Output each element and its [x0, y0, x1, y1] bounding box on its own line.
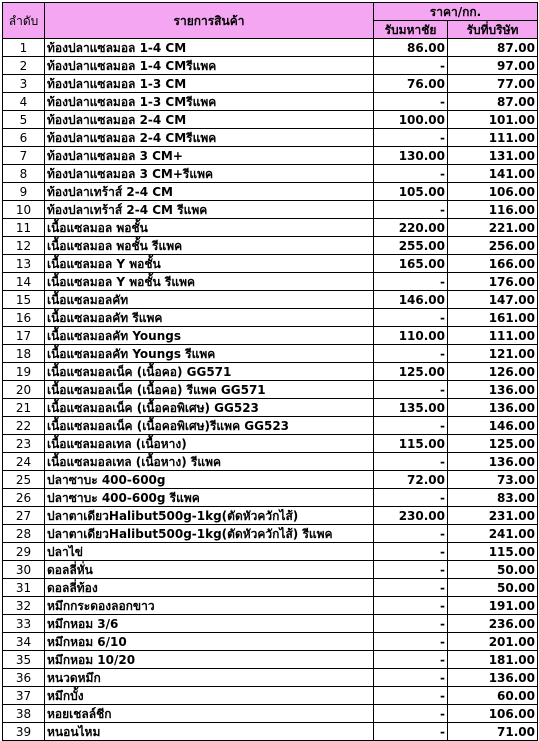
retail-price: -	[374, 687, 448, 705]
row-number: 33	[3, 615, 45, 633]
retail-price: 115.00	[374, 435, 448, 453]
company-price: 147.00	[448, 291, 538, 309]
product-name: ท้องปลาแซลมอล 3 CM+รีแพค	[45, 165, 374, 183]
company-price: 106.00	[448, 705, 538, 723]
retail-price: 110.00	[374, 327, 448, 345]
table-row	[3, 471, 538, 489]
row-number: 15	[3, 291, 45, 309]
product-name: เนื้อแซลมอลเน็ค (เนื้อคอพิเศษ)รีแพค GG523	[45, 417, 374, 435]
company-price: 111.00	[448, 129, 538, 147]
retail-price: -	[374, 597, 448, 615]
row-number: 27	[3, 507, 45, 525]
table-row	[3, 75, 538, 93]
company-price: 136.00	[448, 399, 538, 417]
product-name: ท้องปลาเทร้าส์ 2-4 CM	[45, 183, 374, 201]
table-row	[3, 453, 538, 471]
row-number: 28	[3, 525, 45, 543]
row-number: 21	[3, 399, 45, 417]
table-row	[3, 237, 538, 255]
company-price: 106.00	[448, 183, 538, 201]
company-price: 146.00	[448, 417, 538, 435]
retail-price: -	[374, 723, 448, 741]
table-row	[3, 669, 538, 687]
company-price: 83.00	[448, 489, 538, 507]
retail-price: -	[374, 453, 448, 471]
company-price: 60.00	[448, 687, 538, 705]
company-price: 97.00	[448, 57, 538, 75]
row-number: 38	[3, 705, 45, 723]
retail-price: 105.00	[374, 183, 448, 201]
retail-price: -	[374, 525, 448, 543]
row-number: 23	[3, 435, 45, 453]
product-name: เนื้อแซลมอลเน็ค (เนื้อคอ) รีแพค GG571	[45, 381, 374, 399]
company-price: 116.00	[448, 201, 538, 219]
retail-price: 146.00	[374, 291, 448, 309]
product-name: หมึกหอม 6/10	[45, 633, 374, 651]
retail-price: -	[374, 201, 448, 219]
row-number: 22	[3, 417, 45, 435]
table-row	[3, 309, 538, 327]
row-number: 8	[3, 165, 45, 183]
product-name: หนอนไหม	[45, 723, 374, 741]
row-number: 20	[3, 381, 45, 399]
retail-price: -	[374, 543, 448, 561]
row-number: 9	[3, 183, 45, 201]
row-number: 3	[3, 75, 45, 93]
company-price: 50.00	[448, 561, 538, 579]
retail-price: -	[374, 651, 448, 669]
table-row	[3, 327, 538, 345]
row-number: 7	[3, 147, 45, 165]
product-name: เนื้อแซลมอล Y พอชั้น	[45, 255, 374, 273]
table-row	[3, 129, 538, 147]
company-price: 126.00	[448, 363, 538, 381]
retail-price: -	[374, 129, 448, 147]
table-row	[3, 363, 538, 381]
retail-price: 100.00	[374, 111, 448, 129]
product-name: หมึกหอม 10/20	[45, 651, 374, 669]
row-number: 30	[3, 561, 45, 579]
product-name: ท้องปลาแซลมอล 2-4 CMรีแพค	[45, 129, 374, 147]
company-price: 191.00	[448, 597, 538, 615]
header-name: รายการสินค้า	[45, 3, 374, 39]
table-row	[3, 489, 538, 507]
product-name: ปลาไข่	[45, 543, 374, 561]
table-row	[3, 525, 538, 543]
company-price: 161.00	[448, 309, 538, 327]
product-name: ท้องปลาแซลมอล 1-3 CMรีแพค	[45, 93, 374, 111]
product-name: ดอลลี่ท้อง	[45, 579, 374, 597]
product-name: ท้องปลาแซลมอล 1-4 CM	[45, 39, 374, 57]
row-number: 29	[3, 543, 45, 561]
table-row	[3, 705, 538, 723]
row-number: 14	[3, 273, 45, 291]
product-name: ท้องปลาแซลมอล 1-4 CMรีแพค	[45, 57, 374, 75]
company-price: 201.00	[448, 633, 538, 651]
table-row	[3, 687, 538, 705]
table-row	[3, 561, 538, 579]
row-number: 2	[3, 57, 45, 75]
table-row	[3, 147, 538, 165]
price-table	[2, 2, 538, 741]
retail-price: -	[374, 309, 448, 327]
row-number: 17	[3, 327, 45, 345]
retail-price: 125.00	[374, 363, 448, 381]
table-body	[3, 39, 538, 741]
company-price: 136.00	[448, 381, 538, 399]
company-price: 111.00	[448, 327, 538, 345]
table-row	[3, 345, 538, 363]
product-name: เนื้อแซลมอลคัท Youngs รีแพค	[45, 345, 374, 363]
row-number: 5	[3, 111, 45, 129]
row-number: 31	[3, 579, 45, 597]
company-price: 176.00	[448, 273, 538, 291]
product-name: ปลาซาบะ 400-600g	[45, 471, 374, 489]
header-no: ลำดับ	[3, 3, 45, 39]
company-price: 131.00	[448, 147, 538, 165]
row-number: 10	[3, 201, 45, 219]
table-row	[3, 57, 538, 75]
company-price: 87.00	[448, 39, 538, 57]
retail-price: 255.00	[374, 237, 448, 255]
row-number: 32	[3, 597, 45, 615]
header-retail: รับมหาชัย	[374, 21, 448, 39]
product-name: เนื้อแซลมอล Y พอชั้น รีแพค	[45, 273, 374, 291]
table-row	[3, 273, 538, 291]
retail-price: -	[374, 561, 448, 579]
table-row	[3, 93, 538, 111]
row-number: 12	[3, 237, 45, 255]
header-row-1	[3, 3, 538, 21]
product-name: ท้องปลาแซลมอล 3 CM+	[45, 147, 374, 165]
product-name: ท้องปลาแซลมอล 2-4 CM	[45, 111, 374, 129]
retail-price: -	[374, 417, 448, 435]
retail-price: -	[374, 273, 448, 291]
table-row	[3, 597, 538, 615]
table-row	[3, 201, 538, 219]
company-price: 136.00	[448, 453, 538, 471]
retail-price: -	[374, 57, 448, 75]
retail-price: -	[374, 381, 448, 399]
table-row	[3, 111, 538, 129]
row-number: 18	[3, 345, 45, 363]
row-number: 16	[3, 309, 45, 327]
row-number: 13	[3, 255, 45, 273]
row-number: 36	[3, 669, 45, 687]
company-price: 73.00	[448, 471, 538, 489]
table-row	[3, 507, 538, 525]
company-price: 125.00	[448, 435, 538, 453]
row-number: 24	[3, 453, 45, 471]
product-name: เนื้อแซลมอลคัท Youngs	[45, 327, 374, 345]
table-row	[3, 435, 538, 453]
row-number: 1	[3, 39, 45, 57]
company-price: 221.00	[448, 219, 538, 237]
row-number: 26	[3, 489, 45, 507]
row-number: 19	[3, 363, 45, 381]
product-name: หมึกกระดองลอกขาว	[45, 597, 374, 615]
table-row	[3, 543, 538, 561]
product-name: เนื้อแซลมอลเทล (เนื้อหาง)	[45, 435, 374, 453]
table-row	[3, 579, 538, 597]
table-row	[3, 165, 538, 183]
table-row	[3, 219, 538, 237]
row-number: 6	[3, 129, 45, 147]
product-name: เนื้อแซลมอล พอชั้น รีแพค	[45, 237, 374, 255]
product-name: ท้องปลาเทร้าส์ 2-4 CM รีแพค	[45, 201, 374, 219]
product-name: เนื้อแซลมอลเน็ค (เนื้อคอ) GG571	[45, 363, 374, 381]
product-name: ปลาตาเดียวHalibut500g-1kg(ตัดหัวควักไส้) รีแพค	[45, 525, 374, 543]
product-name: เนื้อแซลมอลคัท	[45, 291, 374, 309]
retail-price: 76.00	[374, 75, 448, 93]
retail-price: 220.00	[374, 219, 448, 237]
product-name: หนวดหมึก	[45, 669, 374, 687]
product-name: ปลาซาบะ 400-600g รีแพค	[45, 489, 374, 507]
retail-price: 86.00	[374, 39, 448, 57]
product-name: เนื้อแซลมอลคัท รีแพค	[45, 309, 374, 327]
table-row	[3, 183, 538, 201]
retail-price: 230.00	[374, 507, 448, 525]
table-row	[3, 651, 538, 669]
company-price: 236.00	[448, 615, 538, 633]
company-price: 141.00	[448, 165, 538, 183]
header-company: รับที่บริษัท	[448, 21, 538, 39]
company-price: 87.00	[448, 93, 538, 111]
retail-price: -	[374, 705, 448, 723]
retail-price: -	[374, 489, 448, 507]
product-name: หมึกบั้ง	[45, 687, 374, 705]
table-row	[3, 723, 538, 741]
company-price: 121.00	[448, 345, 538, 363]
table-row	[3, 399, 538, 417]
company-price: 231.00	[448, 507, 538, 525]
row-number: 4	[3, 93, 45, 111]
table-row	[3, 39, 538, 57]
table-row	[3, 381, 538, 399]
product-name: ปลาตาเดียวHalibut500g-1kg(ตัดหัวควักไส้)	[45, 507, 374, 525]
row-number: 35	[3, 651, 45, 669]
company-price: 181.00	[448, 651, 538, 669]
company-price: 241.00	[448, 525, 538, 543]
table-row	[3, 255, 538, 273]
product-name: เนื้อแซลมอลเทล (เนื้อหาง) รีแพค	[45, 453, 374, 471]
company-price: 136.00	[448, 669, 538, 687]
company-price: 166.00	[448, 255, 538, 273]
row-number: 25	[3, 471, 45, 489]
table-row	[3, 633, 538, 651]
company-price: 115.00	[448, 543, 538, 561]
product-name: ท้องปลาแซลมอล 1-3 CM	[45, 75, 374, 93]
retail-price: -	[374, 345, 448, 363]
product-name: หมึกหอม 3/6	[45, 615, 374, 633]
header-price: ราคา/กก.	[374, 3, 538, 21]
retail-price: -	[374, 669, 448, 687]
product-name: เนื้อแซลมอลเน็ค (เนื้อคอพิเศษ) GG523	[45, 399, 374, 417]
company-price: 256.00	[448, 237, 538, 255]
row-number: 34	[3, 633, 45, 651]
table-row	[3, 615, 538, 633]
row-number: 37	[3, 687, 45, 705]
product-name: หอยเชลล์ชีก	[45, 705, 374, 723]
retail-price: -	[374, 93, 448, 111]
retail-price: -	[374, 579, 448, 597]
product-name: ดอลลี่หั่น	[45, 561, 374, 579]
retail-price: 130.00	[374, 147, 448, 165]
retail-price: 72.00	[374, 471, 448, 489]
company-price: 101.00	[448, 111, 538, 129]
product-name: เนื้อแซลมอล พอชั้น	[45, 219, 374, 237]
retail-price: -	[374, 165, 448, 183]
retail-price: -	[374, 615, 448, 633]
table-row	[3, 417, 538, 435]
table-row	[3, 291, 538, 309]
retail-price: 135.00	[374, 399, 448, 417]
retail-price: 165.00	[374, 255, 448, 273]
row-number: 39	[3, 723, 45, 741]
retail-price: -	[374, 633, 448, 651]
company-price: 71.00	[448, 723, 538, 741]
row-number: 11	[3, 219, 45, 237]
company-price: 50.00	[448, 579, 538, 597]
company-price: 77.00	[448, 75, 538, 93]
